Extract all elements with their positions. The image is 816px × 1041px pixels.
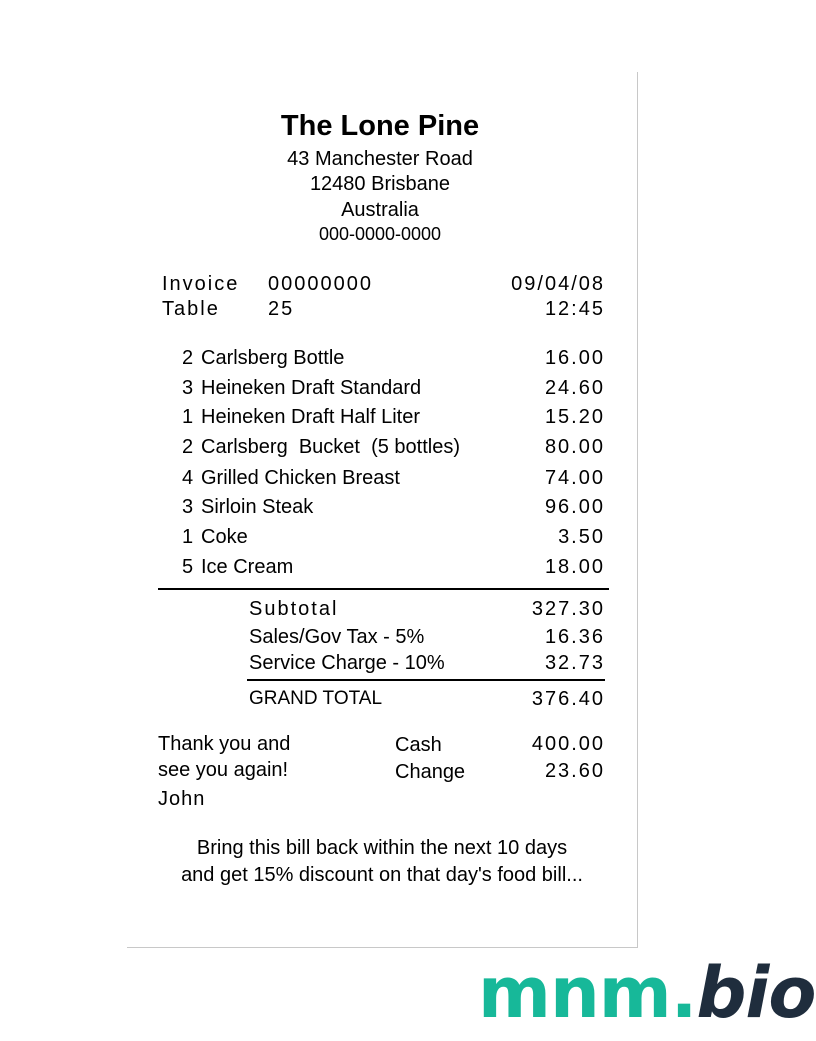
tax-label: Sales/Gov Tax - 5% xyxy=(249,626,425,648)
store-address-line1: 43 Manchester Road xyxy=(287,148,473,170)
total-divider xyxy=(247,679,605,681)
item-row xyxy=(182,436,605,462)
server-name: John xyxy=(158,788,206,810)
watermark-logo xyxy=(478,952,816,1034)
receipt-edge-bottom xyxy=(127,947,638,948)
item-price: 80.00 xyxy=(544,436,605,458)
cash-value: 400.00 xyxy=(531,733,605,755)
table-number: 25 xyxy=(268,298,295,320)
item-qty: 3 xyxy=(182,377,194,399)
item-price: 16.00 xyxy=(544,347,605,369)
item-price: 15.20 xyxy=(544,406,605,428)
store-address-line3: Australia xyxy=(341,199,419,221)
item-name: Sirloin Steak xyxy=(201,496,314,518)
item-name: Grilled Chicken Breast xyxy=(201,467,400,489)
invoice-time: 12:45 xyxy=(544,298,605,320)
item-row xyxy=(182,377,605,403)
item-price: 18.00 xyxy=(544,556,605,578)
store-phone: 000-0000-0000 xyxy=(318,224,442,244)
cash-label: Cash xyxy=(395,734,442,756)
item-qty: 1 xyxy=(182,406,194,428)
item-price: 96.00 xyxy=(544,496,605,518)
item-price: 24.60 xyxy=(544,377,605,399)
item-qty: 1 xyxy=(182,526,194,548)
grand-total-label: GRAND TOTAL xyxy=(249,688,383,709)
promo-line1: Bring this bill back within the next 10 days xyxy=(196,837,568,859)
item-qty: 2 xyxy=(182,436,194,458)
service-charge-label: Service Charge - 10% xyxy=(249,652,445,674)
grand-total-value: 376.40 xyxy=(531,688,605,710)
item-row xyxy=(182,526,605,552)
item-price: 74.00 xyxy=(544,467,605,489)
invoice-number: 00000000 xyxy=(268,273,373,295)
item-row xyxy=(182,406,605,432)
tax-value: 16.36 xyxy=(544,626,605,648)
item-row xyxy=(182,556,605,582)
change-value: 23.60 xyxy=(544,760,605,782)
watermark-logo-part1: mnm. xyxy=(478,952,697,1034)
subtotal-value: 327.30 xyxy=(531,598,605,620)
item-row xyxy=(182,467,605,493)
item-name: Carlsberg Bucket (5 bottles) xyxy=(201,436,460,458)
item-row xyxy=(182,347,605,373)
item-name: Ice Cream xyxy=(201,556,294,578)
store-address-line2: 12480 Brisbane xyxy=(309,173,451,195)
item-name: Heineken Draft Half Liter xyxy=(201,406,420,428)
thanks-line2: see you again! xyxy=(158,759,289,781)
item-name: Heineken Draft Standard xyxy=(201,377,422,399)
invoice-date: 09/04/08 xyxy=(511,273,605,295)
item-price: 3.50 xyxy=(558,526,605,548)
item-qty: 3 xyxy=(182,496,194,518)
table-label: Table xyxy=(162,298,220,320)
item-qty: 5 xyxy=(182,556,194,578)
items-divider xyxy=(158,588,609,590)
item-name: Coke xyxy=(201,526,248,548)
promo-line2: and get 15% discount on that day's food bill... xyxy=(181,864,583,886)
service-charge-value: 32.73 xyxy=(544,652,605,674)
item-row xyxy=(182,496,605,522)
watermark-logo-part2: bio xyxy=(696,952,816,1034)
item-qty: 2 xyxy=(182,347,194,369)
invoice-label: Invoice xyxy=(162,273,240,295)
thanks-line1: Thank you and xyxy=(158,733,291,755)
receipt-edge-right xyxy=(637,72,638,948)
subtotal-label: Subtotal xyxy=(249,598,339,620)
item-name: Carlsberg Bottle xyxy=(201,347,345,369)
item-qty: 4 xyxy=(182,467,194,489)
change-label: Change xyxy=(395,761,466,783)
store-name: The Lone Pine xyxy=(280,110,480,142)
